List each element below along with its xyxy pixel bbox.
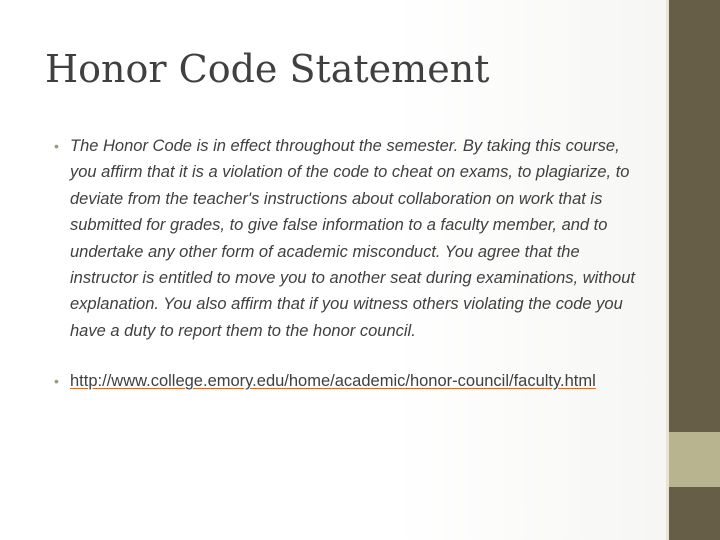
sidebar-light-panel [669,432,720,487]
honor-council-link[interactable]: http://www.college.emory.edu/home/academic/honor-council/faculty.html [70,372,596,391]
slide-content [54,133,644,395]
bullet-text: The Honor Code is in effect throughout the semester. By taking this course, you affirm that it is a violation of the code to cheat on exams, to plagiarize, to deviate from the teacher's instructions about collaboration on work that is submitted for grades, to give false information to a faculty member, and to undertake any other form of academic misconduct. You agree that the instructor is entitled to move you to another seat during examinations, without explanation. You also affirm that if you witness others violating the code you have a duty to report them to the honor council. [70,137,635,340]
bullet-icon: • [54,373,59,390]
bullet-item-honor-code [54,133,644,344]
bullet-icon: • [54,138,59,154]
sidebar-bottom-panel [669,487,720,540]
sidebar-dark-panel [669,0,720,432]
slide-title: Honor Code Statement [45,47,490,91]
bullet-item-link [54,368,644,394]
